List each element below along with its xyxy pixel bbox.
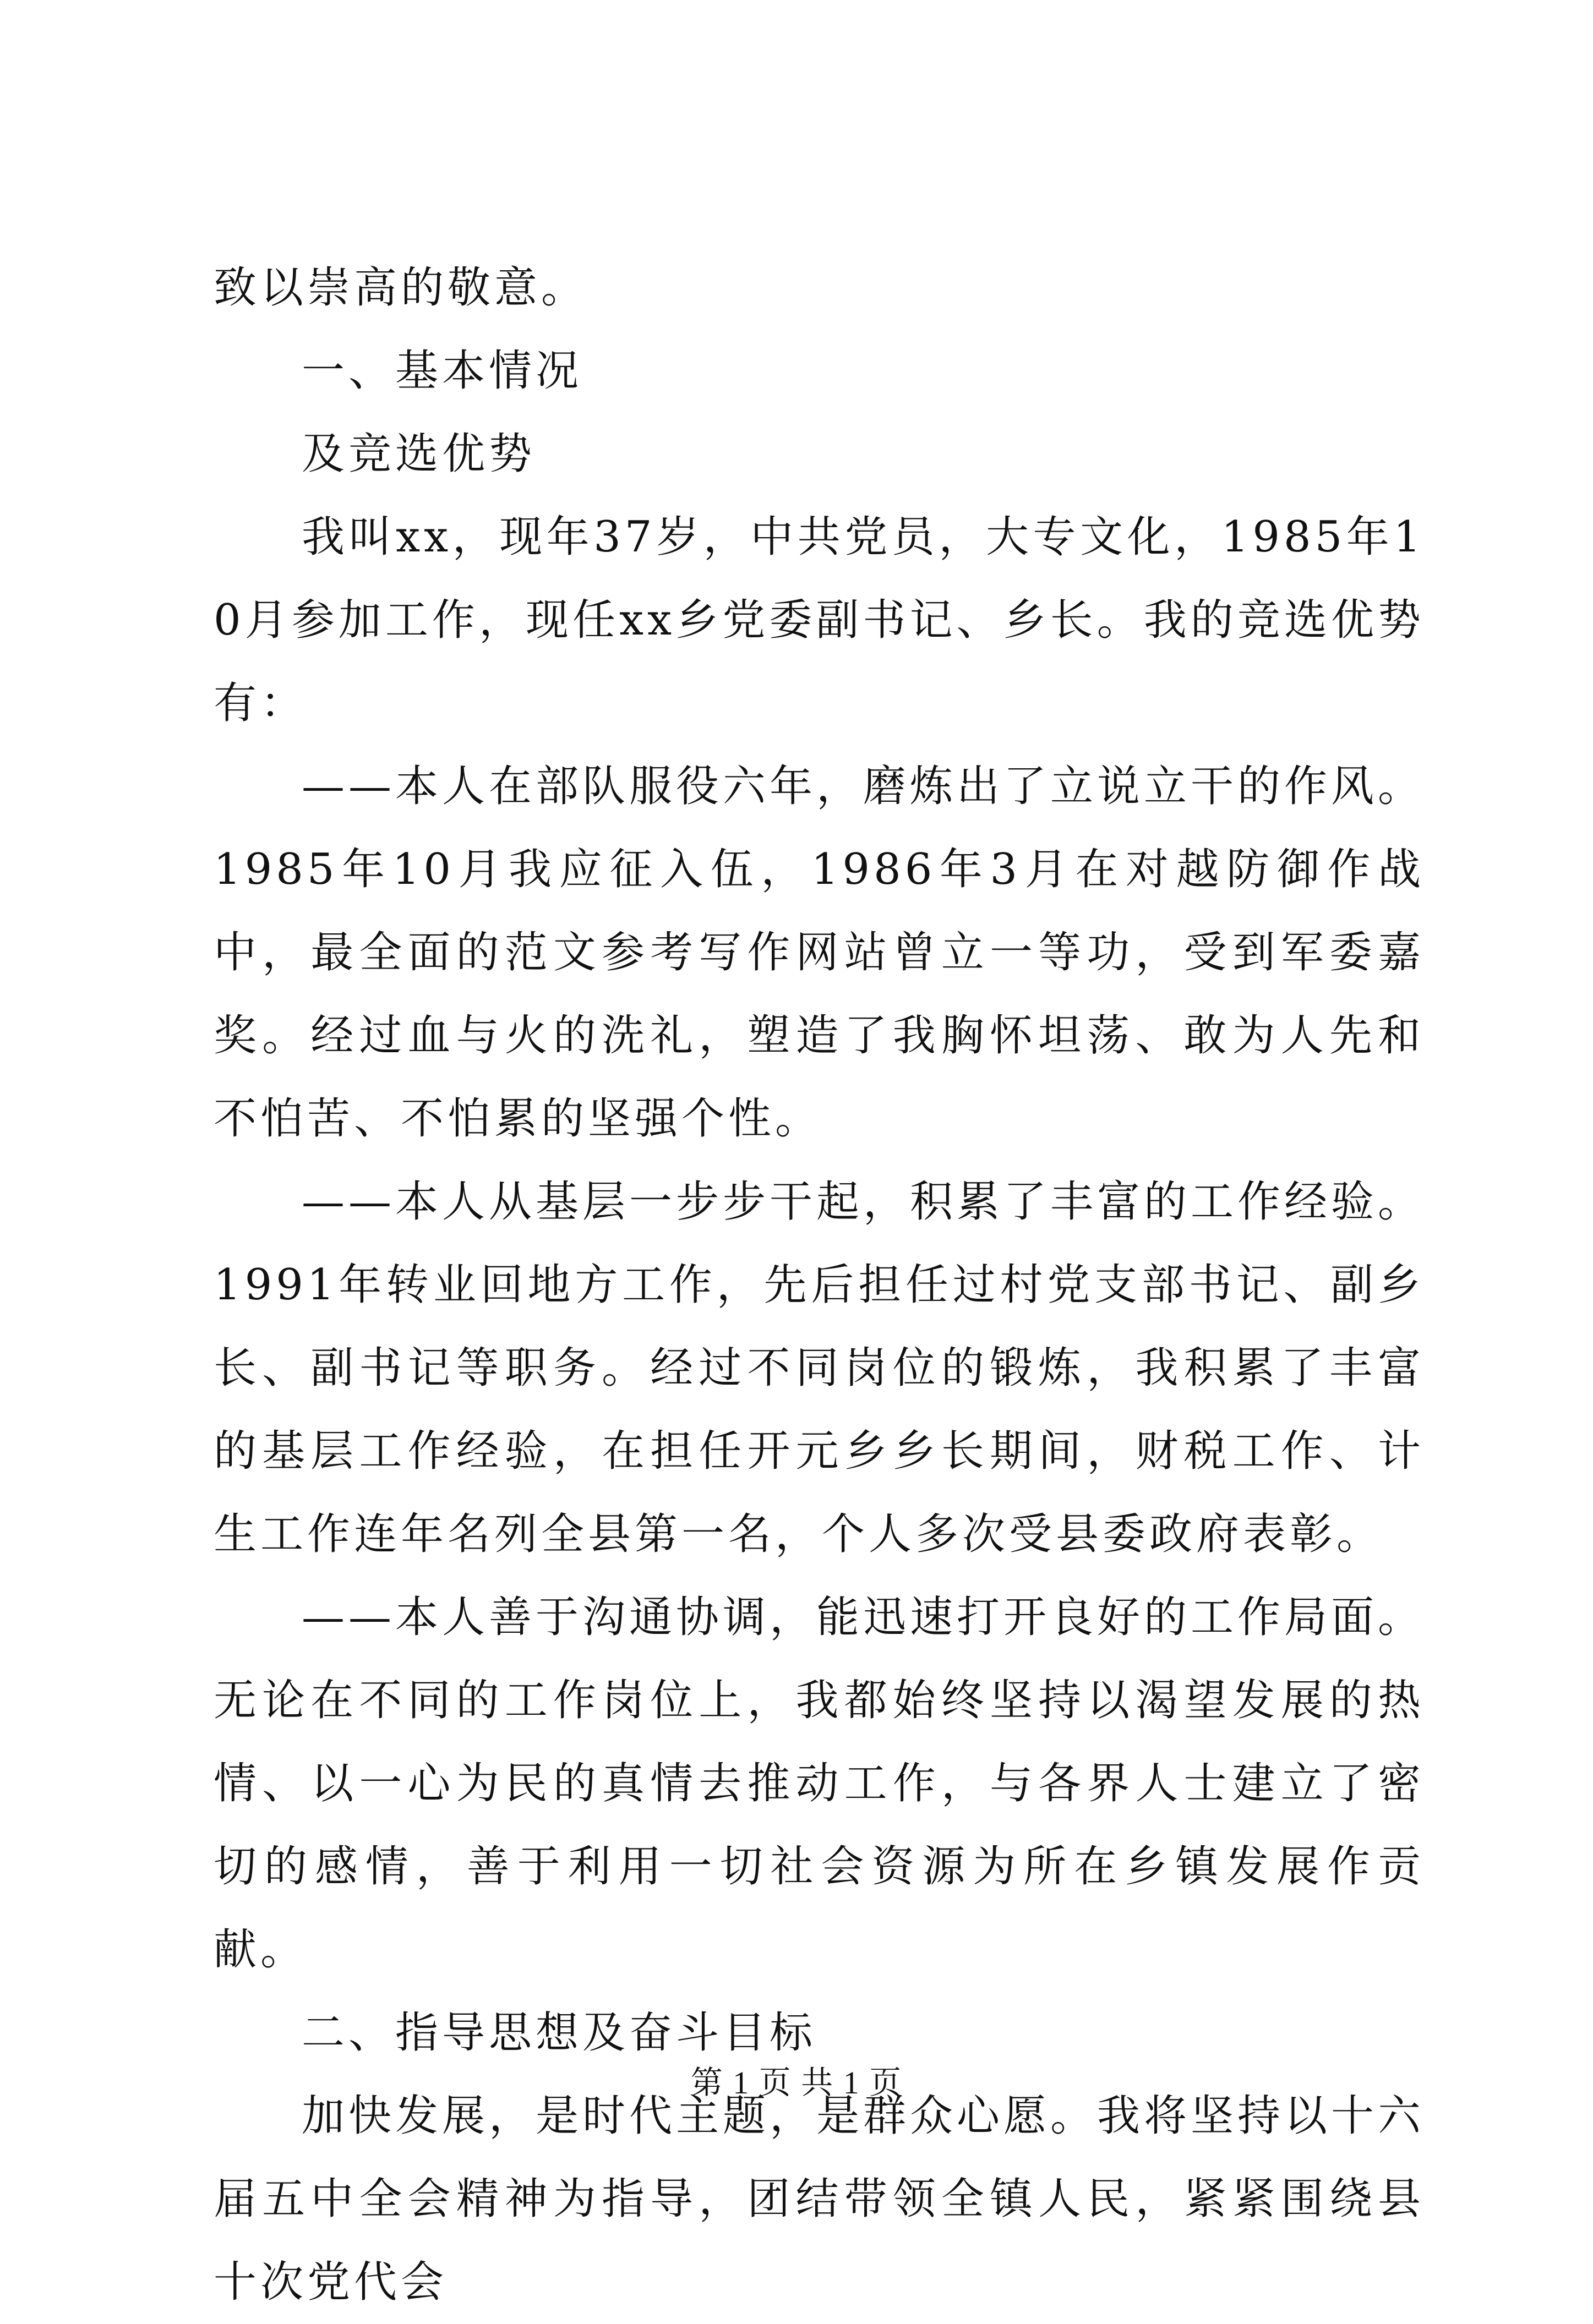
section-subheading-advantages: 及竞选优势 — [302, 429, 536, 479]
section-heading-basic-info: 一、基本情况 — [302, 346, 583, 396]
page-number-footer: 第 1 页 共 1 页 — [690, 2065, 903, 2101]
paragraph-closing-line: 致以崇高的敬意。 — [214, 263, 588, 313]
paragraph-self-introduction: 我叫xx，现年37岁，中共党员，大专文化，1985年10月参加工作，现任xx乡党委副书记、乡长。我的竞选优势有： — [214, 512, 1425, 728]
paragraph-development-goals: 加快发展，是时代主题，是群众心愿。我将坚持以十六届五中全会精神为指导，团结带领全镇人民，紧紧围绕县十次党代会 — [214, 2091, 1425, 2307]
paragraph-grassroots-experience: ——本人从基层一步步干起，积累了丰富的工作经验。1991年转业回地方工作，先后担任过村党支部书记、副乡长、副书记等职务。经过不同岗位的锻炼，我积累了丰富的基层工作经验，在担任开元乡乡长期间，财税工作、计生工作连年名列全县第一名，个人多次受县委政府表彰。 — [214, 1177, 1425, 1559]
paragraph-military-service: ——本人在部队服役六年，磨炼出了立说立干的作风。1985年10月我应征入伍，1986年3月在对越防御作战中，最全面的范文参考写作网站曾立一等功，受到军委嘉奖。经过血与火的洗礼，塑造了我胸怀坦荡、敢为人先和不怕苦、不怕累的坚强个性。 — [214, 762, 1425, 1144]
document-body — [214, 247, 1425, 2324]
section-heading-guiding-ideology: 二、指导思想及奋斗目标 — [302, 2008, 817, 2058]
paragraph-communication-skills: ——本人善于沟通协调，能迅速打开良好的工作局面。无论在不同的工作岗位上，我都始终坚持以渴望发展的热情、以一心为民的真情去推动工作，与各界人士建立了密切的感情，善于利用一切社会资源为所在乡镇发展作贡献。 — [214, 1593, 1425, 1975]
